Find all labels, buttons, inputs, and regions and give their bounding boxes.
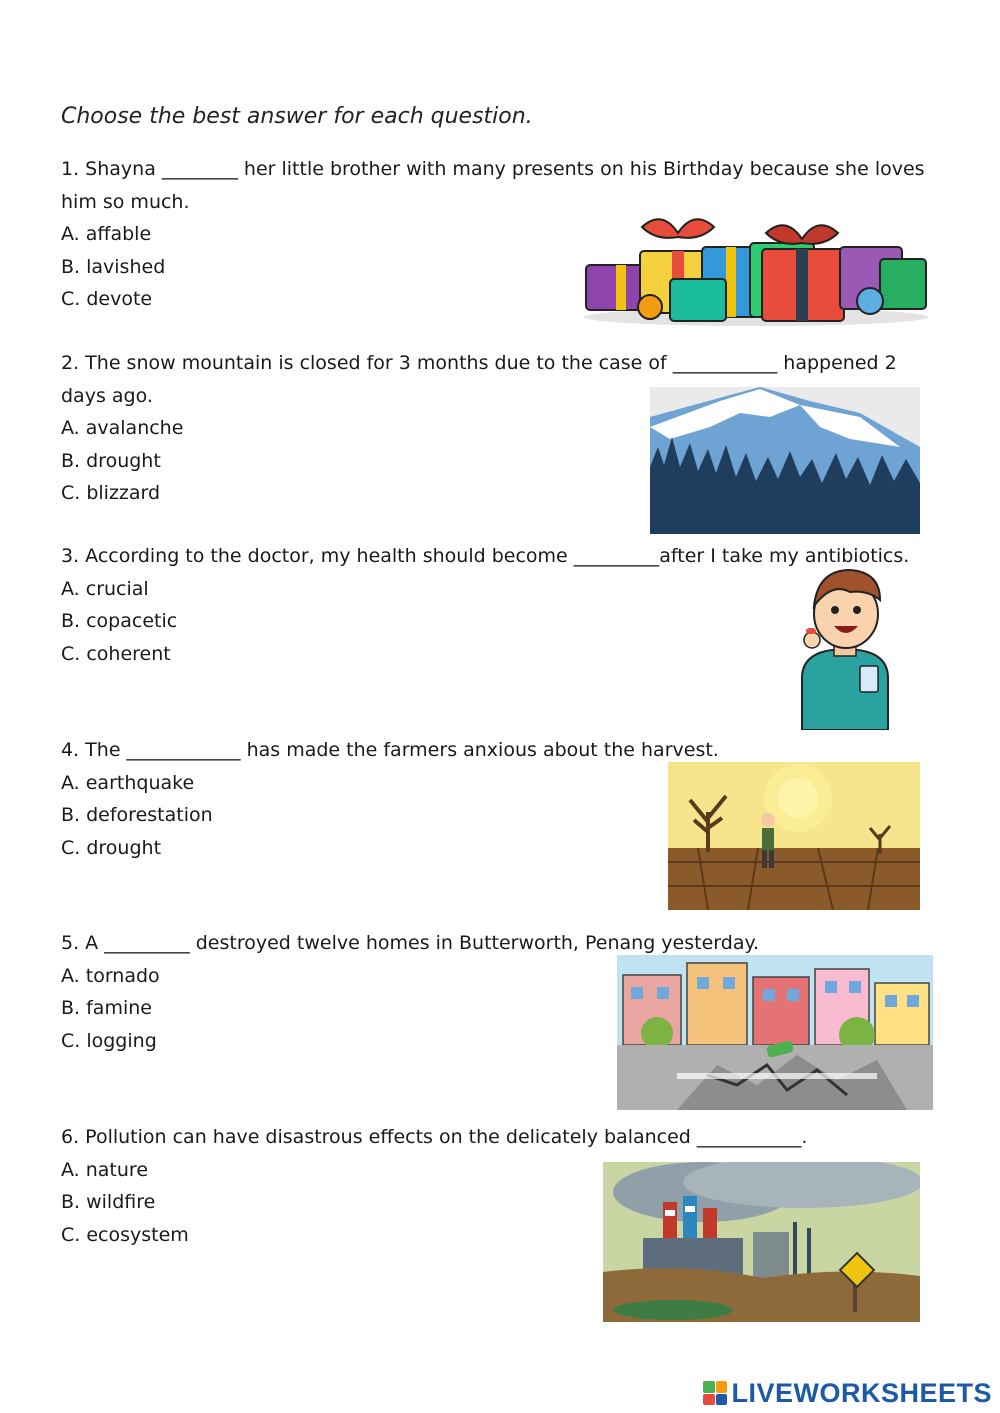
question-3-stem: 3. According to the doctor, my health should become _________after I take my antibiotics. bbox=[61, 545, 910, 567]
question-1-stem: 1. Shayna ________ her little brother with many presents on his Birthday because she loves bbox=[61, 158, 925, 180]
question-4-option-c[interactable]: C. drought bbox=[61, 836, 162, 859]
question-2-option-c[interactable]: C. blizzard bbox=[61, 482, 161, 504]
question-6-option-a[interactable]: A. nature bbox=[61, 1158, 149, 1181]
question-1-option-c[interactable]: C. devote bbox=[61, 288, 153, 310]
question-4-option-b[interactable]: B. deforestation bbox=[61, 804, 213, 826]
snow-mountain-illustration bbox=[650, 387, 920, 534]
question-2-option-a[interactable]: A. avalanche bbox=[61, 417, 184, 439]
liveworksheets-logo-icon bbox=[703, 1381, 727, 1405]
earthquake-city-illustration bbox=[617, 955, 933, 1110]
question-2-stem: 2. The snow mountain is closed for 3 months due to the case of ___________ happened 2 bbox=[61, 352, 897, 374]
drought-farmer-illustration bbox=[668, 762, 920, 910]
question-6-stem: 6. Pollution can have disastrous effects on the delicately balanced ___________. bbox=[61, 1126, 808, 1148]
question-4-option-a[interactable]: A. earthquake bbox=[61, 771, 195, 794]
question-2-option-b[interactable]: B. drought bbox=[61, 449, 161, 472]
question-5-option-a[interactable]: A. tornado bbox=[61, 964, 160, 987]
liveworksheets-logo-text: LIVEWORKSHEETS bbox=[731, 1377, 992, 1408]
question-1-option-b[interactable]: B. lavished bbox=[61, 255, 166, 278]
question-3-option-a[interactable]: A. crucial bbox=[61, 577, 149, 600]
instruction-text: Choose the best answer for each question. bbox=[61, 104, 533, 129]
question-5-option-b[interactable]: B. famine bbox=[61, 997, 152, 1019]
boy-taking-pill-illustration bbox=[788, 566, 902, 730]
gift-boxes-illustration bbox=[580, 207, 932, 327]
question-5-option-c[interactable]: C. logging bbox=[61, 1029, 157, 1052]
question-3-option-c[interactable]: C. coherent bbox=[61, 642, 171, 665]
question-4-stem: 4. The ____________ has made the farmers anxious about the harvest. bbox=[61, 739, 719, 761]
question-6-option-b[interactable]: B. wildfire bbox=[61, 1191, 156, 1213]
question-5-stem: 5. A _________ destroyed twelve homes in Butterworth, Penang yesterday. bbox=[61, 932, 760, 954]
liveworksheets-logo bbox=[703, 1376, 992, 1410]
question-1-option-a[interactable]: A. affable bbox=[61, 223, 152, 245]
question-6-option-c[interactable]: C. ecosystem bbox=[61, 1223, 189, 1246]
question-1-stem-cont: him so much. bbox=[61, 190, 190, 213]
question-3-option-b[interactable]: B. copacetic bbox=[61, 610, 178, 632]
question-2-stem-cont: days ago. bbox=[61, 384, 153, 407]
pollution-factory-illustration bbox=[603, 1162, 920, 1322]
